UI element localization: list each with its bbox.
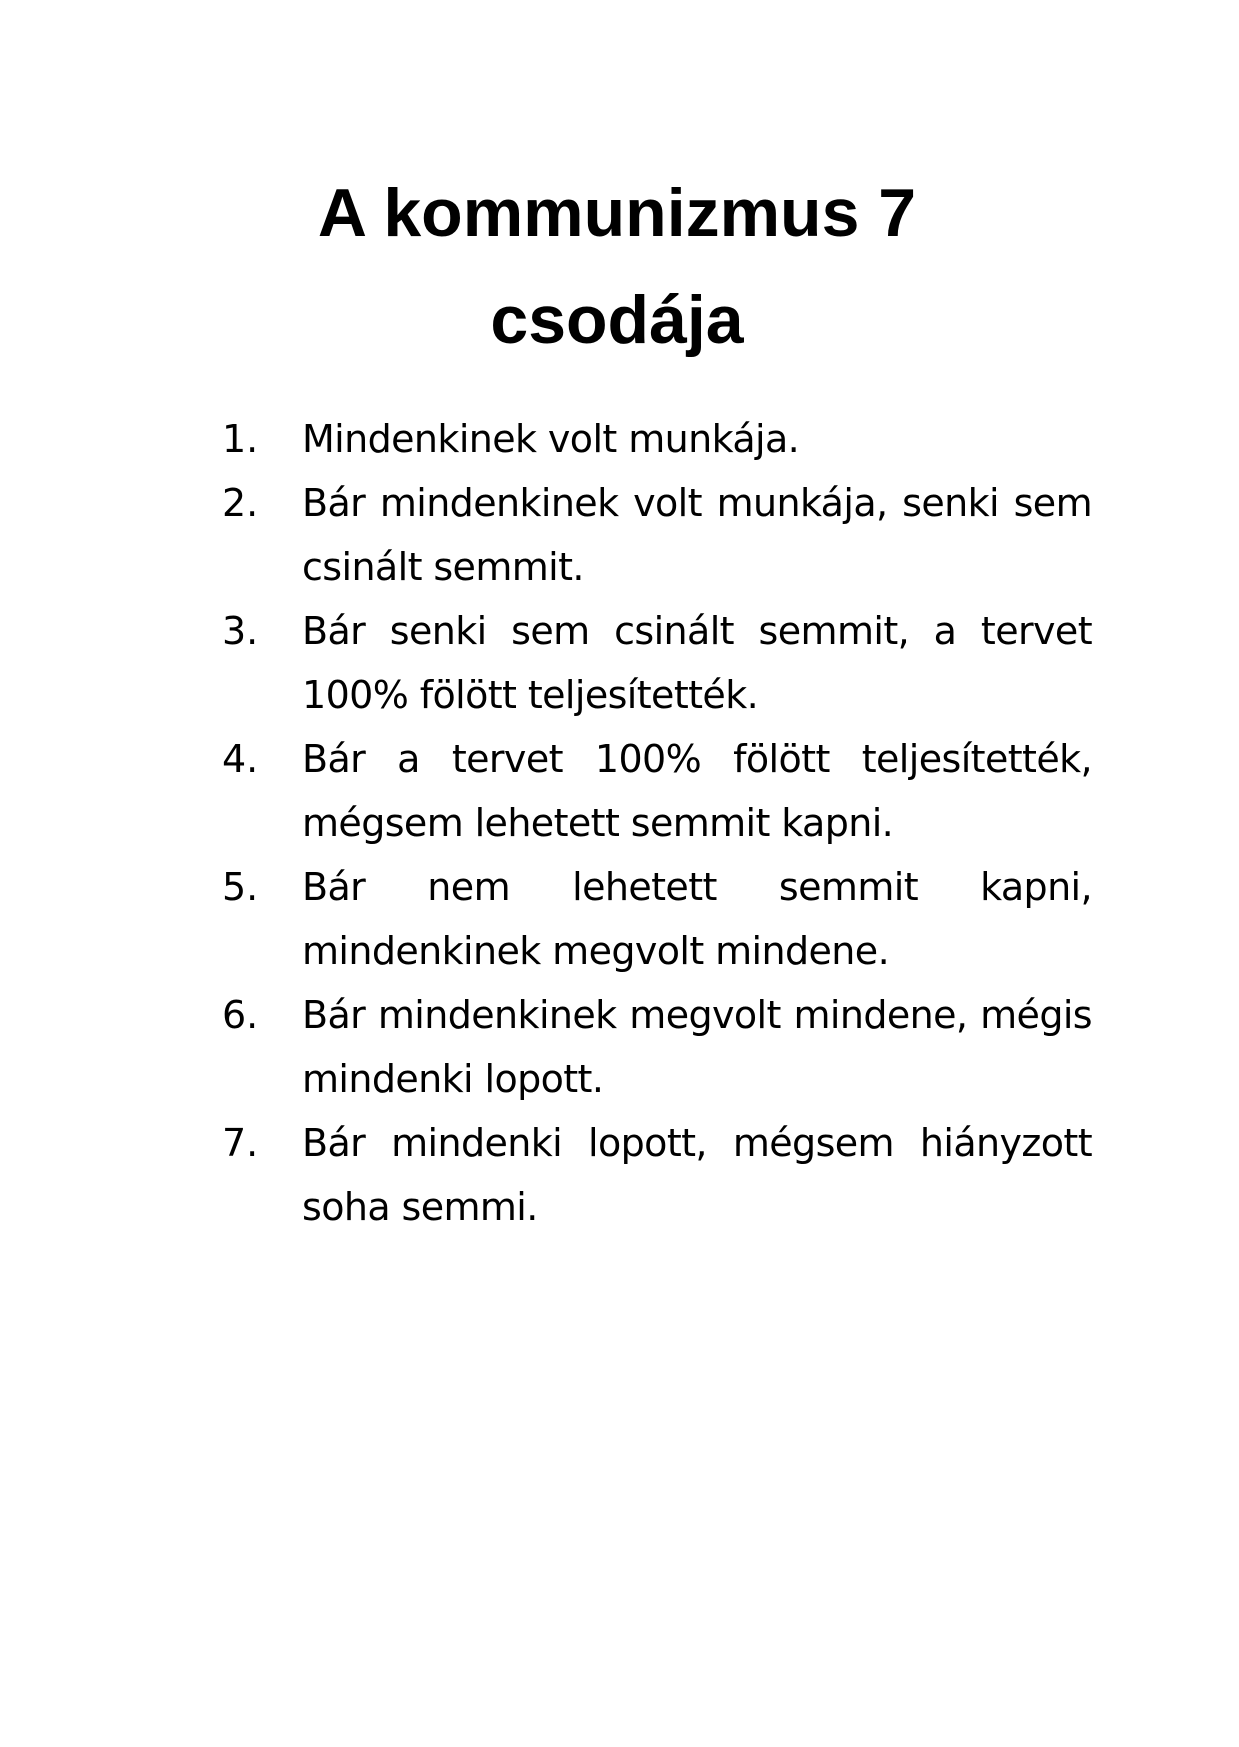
list-item: [222, 407, 1092, 471]
list-item-number: 3.: [222, 609, 259, 653]
list-item-number: 1.: [222, 417, 259, 461]
list-item: [222, 1111, 1092, 1239]
list-item-text: Bár mindenki lopott, mégsem hiányzott soha semmi.: [302, 1121, 1092, 1229]
list-item-text: Bár a tervet 100% fölött teljesítették, mégsem lehetett semmit kapni.: [302, 737, 1092, 845]
list-item-number: 2.: [222, 481, 259, 525]
list-item-number: 6.: [222, 993, 259, 1037]
list-item: [222, 727, 1092, 855]
list-item: [222, 855, 1092, 983]
list-item-number: 4.: [222, 737, 259, 781]
list-item: [222, 599, 1092, 727]
list-item-number: 5.: [222, 865, 259, 909]
list-item-text: Bár senki sem csinált semmit, a tervet 100% fölött teljesítették.: [302, 609, 1092, 717]
wonders-list: [222, 407, 1092, 1239]
list-item: [222, 471, 1092, 599]
list-item-text: Mindenkinek volt munkája.: [302, 417, 800, 461]
list-item-number: 7.: [222, 1121, 259, 1165]
page-title: A kommunizmus 7 csodája: [317, 175, 917, 358]
list-item: [222, 983, 1092, 1111]
list-item-text: Bár mindenkinek volt munkája, senki sem csinált semmit.: [302, 481, 1092, 589]
list-item-text: Bár nem lehetett semmit kapni, mindenkinek megvolt mindene.: [302, 865, 1092, 973]
list-item-text: Bár mindenkinek megvolt mindene, mégis mindenki lopott.: [302, 993, 1092, 1101]
